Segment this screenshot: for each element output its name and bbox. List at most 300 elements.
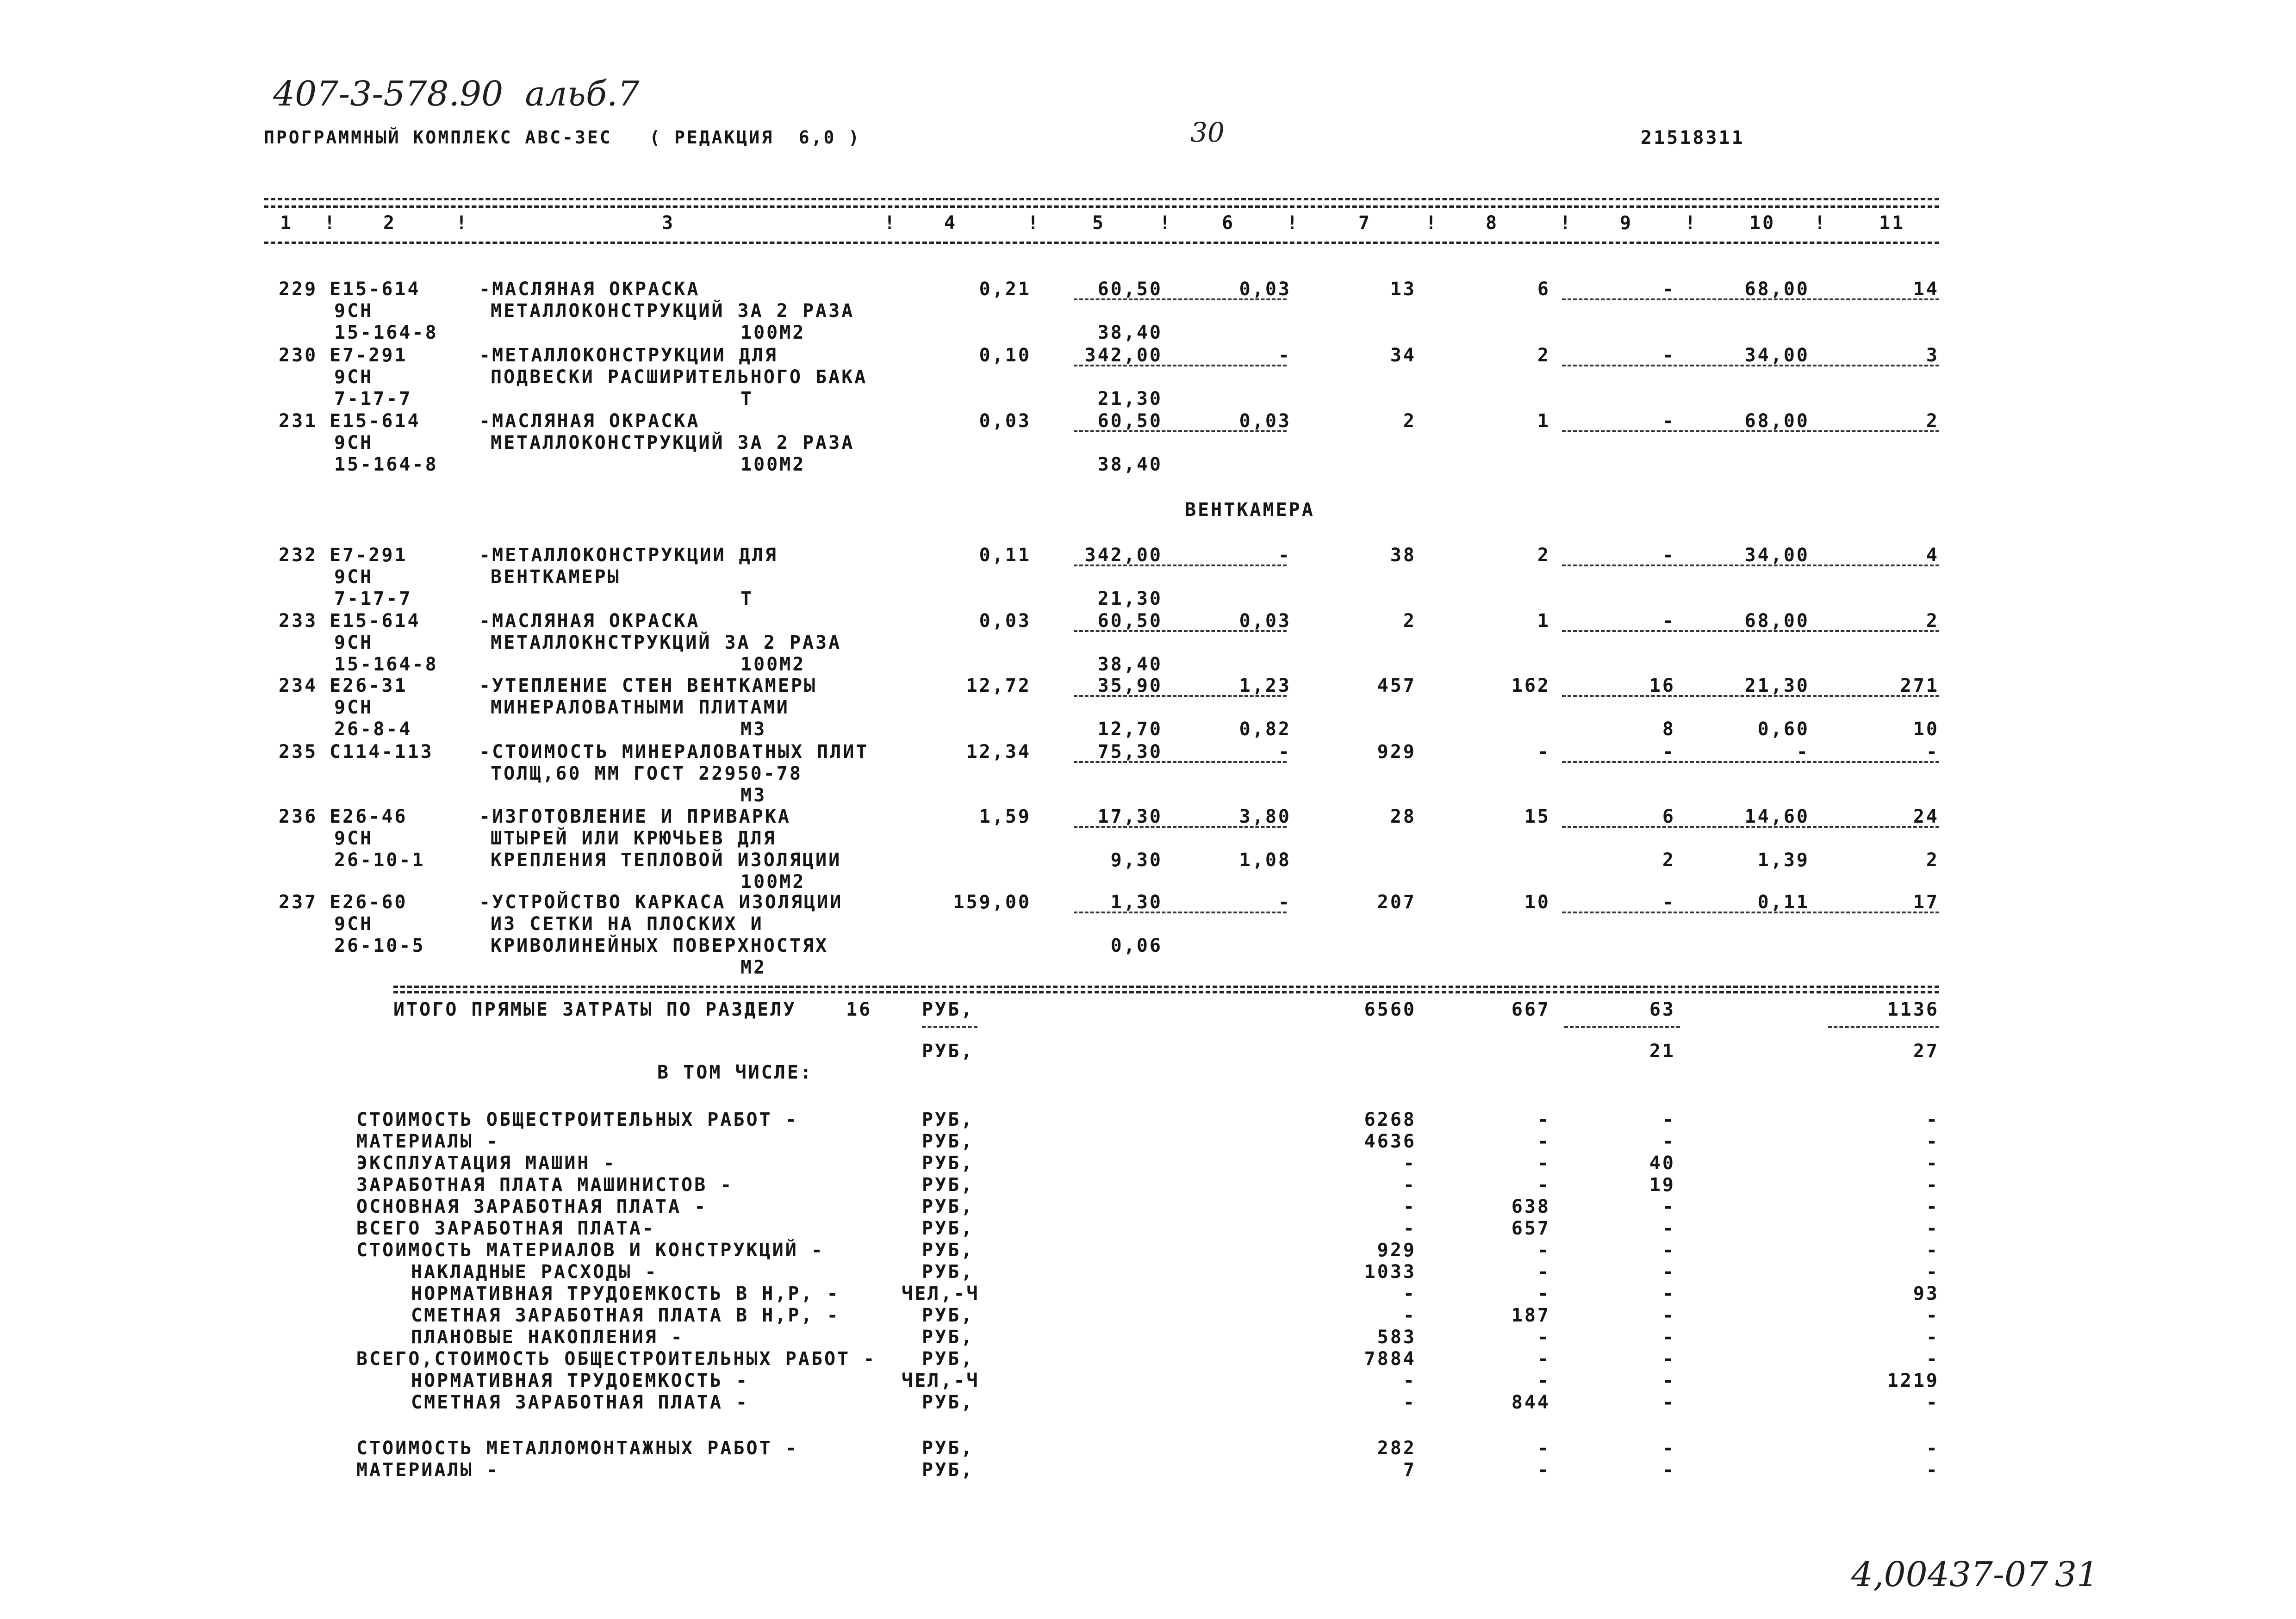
- column-separator: !: [456, 212, 469, 234]
- row-unit: 100М2: [740, 654, 806, 675]
- row-description: -МЕТАЛЛОКОНСТРУКЦИИ ДЛЯ: [479, 545, 778, 566]
- row-c5: 342,00: [1084, 345, 1163, 366]
- summary-c11: -: [1926, 1261, 1939, 1283]
- cell-rule: [1074, 826, 1287, 828]
- summary-c9: -: [1662, 1218, 1675, 1239]
- summary-unit: ЧЕЛ,-Ч: [902, 1370, 980, 1391]
- summary-unit: РУБ,: [922, 1327, 974, 1348]
- row-c10: 21,30: [1744, 675, 1810, 696]
- row-code: 9СН: [334, 566, 373, 588]
- cell-rule: [1562, 365, 1939, 366]
- total-rule-2: [393, 991, 1939, 993]
- row-c6-sub: 1,08: [1239, 850, 1291, 871]
- total-rule: [393, 986, 1939, 988]
- row-c7: 38: [1390, 545, 1416, 566]
- row-c5-sub: 38,40: [1097, 654, 1163, 675]
- row-description: КРИВОЛИНЕЙНЫХ ПОВЕРХНОСТЯХ: [491, 935, 829, 956]
- summary-c7: -: [1403, 1392, 1416, 1413]
- row-code: 15-164-8: [334, 654, 438, 675]
- summary-c9: -: [1662, 1305, 1675, 1326]
- total-label: ИТОГО ПРЯМЫЕ ЗАТРАТЫ ПО РАЗДЕЛУ: [393, 999, 796, 1020]
- total-c11b: 27: [1913, 1041, 1939, 1062]
- row-description: -МАСЛЯНАЯ ОКРАСКА: [479, 410, 700, 432]
- summary-c7: 7884: [1364, 1348, 1416, 1370]
- total-unit: РУБ,: [922, 999, 974, 1020]
- summary-c11: 93: [1913, 1283, 1939, 1304]
- summary-unit: РУБ,: [922, 1240, 974, 1261]
- summary-c11: -: [1926, 1438, 1939, 1459]
- row-c6: -: [1278, 741, 1291, 763]
- summary-unit: РУБ,: [922, 1261, 974, 1283]
- summary-c11: -: [1926, 1131, 1939, 1152]
- handwritten-album-code: 407-3-578.90 альб.7: [273, 74, 640, 114]
- row-number: 230: [279, 345, 318, 366]
- summary-label: СМЕТНАЯ ЗАРАБОТНАЯ ПЛАТА -: [411, 1392, 749, 1413]
- row-c10-sub: 1,39: [1757, 850, 1810, 871]
- summary-c8: 638: [1511, 1196, 1550, 1217]
- row-c10: 68,00: [1744, 610, 1810, 632]
- summary-c9: -: [1662, 1109, 1675, 1130]
- total-c9b: 21: [1649, 1041, 1675, 1062]
- summary-label: СМЕТНАЯ ЗАРАБОТНАЯ ПЛАТА В Н,Р, -: [411, 1305, 840, 1326]
- row-c10: -: [1796, 741, 1810, 763]
- summary-c7: 4636: [1364, 1131, 1416, 1152]
- row-c4: 159,00: [953, 892, 1031, 913]
- summary-c9: -: [1662, 1370, 1675, 1391]
- summary-c7: -: [1403, 1305, 1416, 1326]
- cell-rule: [1562, 912, 1939, 913]
- row-code: 9СН: [334, 432, 373, 453]
- row-c6: -: [1278, 345, 1291, 366]
- doc-code: 21518311: [1641, 127, 1745, 149]
- row-number: 234: [279, 675, 318, 696]
- cell-rule: [1074, 630, 1287, 632]
- summary-c8: -: [1537, 1153, 1550, 1174]
- row-c8: 15: [1524, 806, 1550, 827]
- summary-unit: РУБ,: [922, 1438, 974, 1459]
- summary-label: ЭКСПЛУАТАЦИЯ МАШИН -: [356, 1153, 616, 1174]
- row-code: 7-17-7: [334, 588, 412, 609]
- summary-c8: -: [1537, 1438, 1550, 1459]
- row-c7: 207: [1377, 892, 1416, 913]
- row-description: КРЕПЛЕНИЯ ТЕПЛОВОЙ ИЗОЛЯЦИИ: [491, 850, 842, 871]
- row-c9: -: [1662, 741, 1675, 763]
- summary-c8: -: [1537, 1109, 1550, 1130]
- row-c9: 6: [1662, 806, 1675, 827]
- row-c7: 2: [1403, 610, 1416, 632]
- row-c4: 0,03: [979, 610, 1031, 632]
- summary-label: НАКЛАДНЫЕ РАСХОДЫ -: [411, 1261, 658, 1283]
- row-c11: 17: [1913, 892, 1939, 913]
- total-c7: 6560: [1364, 999, 1416, 1020]
- column-separator: !: [884, 212, 897, 234]
- summary-c7: -: [1403, 1196, 1416, 1217]
- row-c5-sub: 9,30: [1110, 850, 1163, 871]
- row-c7: 2: [1403, 410, 1416, 432]
- row-c7: 457: [1377, 675, 1416, 696]
- row-c9: -: [1662, 892, 1675, 913]
- summary-c11: -: [1926, 1218, 1939, 1239]
- row-c5-sub: 38,40: [1097, 454, 1163, 475]
- summary-c11: -: [1926, 1305, 1939, 1326]
- summary-label: СТОИМОСТЬ МАТЕРИАЛОВ И КОНСТРУКЦИЙ -: [356, 1240, 824, 1261]
- row-c11: 2: [1926, 410, 1939, 432]
- row-code: 9СН: [334, 366, 373, 388]
- row-number: 235: [279, 741, 318, 763]
- row-c4: 1,59: [979, 806, 1031, 827]
- column-separator: !: [1027, 212, 1041, 234]
- row-c6-sub: 0,82: [1239, 719, 1291, 740]
- row-number: 229: [279, 279, 318, 300]
- summary-c7: 282: [1377, 1438, 1416, 1459]
- row-c4: 12,72: [966, 675, 1031, 696]
- section-title-ventkamera: ВЕНТКАМЕРА: [1185, 499, 1315, 521]
- summary-unit: РУБ,: [922, 1131, 974, 1152]
- row-c7: 13: [1390, 279, 1416, 300]
- summary-c9: -: [1662, 1327, 1675, 1348]
- row-description: -МАСЛЯНАЯ ОКРАСКА: [479, 610, 700, 632]
- row-number: 232: [279, 545, 318, 566]
- cell-rule: [1562, 630, 1939, 632]
- row-c10: 0,11: [1757, 892, 1810, 913]
- row-code: 26-10-5: [334, 935, 425, 956]
- column-header-3: 3: [662, 212, 675, 234]
- row-code: 15-164-8: [334, 322, 438, 343]
- column-separator: !: [1814, 212, 1828, 234]
- summary-c11: -: [1926, 1174, 1939, 1196]
- row-code: Е15-614: [330, 610, 421, 632]
- row-code: 9СН: [334, 913, 373, 935]
- handwritten-archive-code: 4,00437-07: [1851, 1555, 2048, 1594]
- row-unit: М3: [740, 785, 767, 806]
- column-separator: !: [1159, 212, 1173, 234]
- row-c10-sub: 0,60: [1757, 719, 1810, 740]
- row-code: 9СН: [334, 632, 373, 653]
- page-number: 30: [1190, 117, 1225, 148]
- row-c5-sub: 21,30: [1097, 588, 1163, 609]
- summary-c8: 187: [1511, 1305, 1550, 1326]
- summary-label: НОРМАТИВНАЯ ТРУДОЕМКОСТЬ -: [411, 1370, 749, 1391]
- cell-rule: [1074, 564, 1287, 566]
- row-c5-sub: 21,30: [1097, 388, 1163, 409]
- row-c9: -: [1662, 345, 1675, 366]
- row-c6: 1,23: [1239, 675, 1291, 696]
- summary-c7: -: [1403, 1218, 1416, 1239]
- cell-rule: [1562, 826, 1939, 828]
- row-description: МЕТАЛЛОКОНСТРУКЦИЙ ЗА 2 РАЗА: [491, 432, 855, 453]
- summary-c8: -: [1537, 1370, 1550, 1391]
- summary-c8: -: [1537, 1348, 1550, 1370]
- row-unit: 100М2: [740, 871, 806, 893]
- row-description: -СТОИМОСТЬ МИНЕРАЛОВАТНЫХ ПЛИТ: [479, 741, 869, 763]
- row-c6: 0,03: [1239, 410, 1291, 432]
- cell-rule: [1074, 912, 1287, 913]
- summary-c9: -: [1662, 1392, 1675, 1413]
- row-c8: 2: [1537, 345, 1550, 366]
- summary-unit: РУБ,: [922, 1153, 974, 1174]
- row-c11: 24: [1913, 806, 1939, 827]
- header-rule-bottom: [264, 242, 1939, 244]
- row-description: МИНЕРАЛОВАТНЫМИ ПЛИТАМИ: [491, 697, 790, 718]
- total-c9-underline: [1564, 1026, 1680, 1028]
- row-c5-sub: 38,40: [1097, 322, 1163, 343]
- summary-label: ЗАРАБОТНАЯ ПЛАТА МАШИНИСТОВ -: [356, 1174, 734, 1196]
- column-header-6: 6: [1222, 212, 1235, 234]
- summary-c7: 929: [1377, 1240, 1416, 1261]
- row-number: 231: [279, 410, 318, 432]
- row-unit: 100М2: [740, 454, 806, 475]
- row-c4: 0,21: [979, 279, 1031, 300]
- summary-unit: РУБ,: [922, 1174, 974, 1196]
- row-description: ШТЫРЕЙ ИЛИ КРЮЧЬЕВ ДЛЯ: [491, 828, 777, 849]
- column-separator: !: [1287, 212, 1300, 234]
- row-unit: 100М2: [740, 322, 806, 343]
- cell-rule: [1074, 298, 1287, 300]
- cell-rule: [1074, 761, 1287, 763]
- cell-rule: [1562, 695, 1939, 697]
- row-unit: М2: [740, 957, 767, 978]
- column-header-7: 7: [1358, 212, 1372, 234]
- row-c10: 14,60: [1744, 806, 1810, 827]
- summary-c8: -: [1537, 1174, 1550, 1196]
- summary-c8: -: [1537, 1283, 1550, 1304]
- row-c11: 14: [1913, 279, 1939, 300]
- total-c11: 1136: [1887, 999, 1939, 1020]
- total-unit-underline: [922, 1026, 977, 1028]
- column-header-10: 10: [1749, 212, 1776, 234]
- summary-c9: -: [1662, 1283, 1675, 1304]
- row-description: -ИЗГОТОВЛЕНИЕ И ПРИВАРКА: [479, 806, 791, 827]
- row-c5-sub: 0,06: [1110, 935, 1163, 956]
- row-c6: 3,80: [1239, 806, 1291, 827]
- summary-label: ПЛАНОВЫЕ НАКОПЛЕНИЯ -: [411, 1327, 684, 1348]
- summary-unit: РУБ,: [922, 1392, 974, 1413]
- summary-c8: -: [1537, 1327, 1550, 1348]
- summary-c11: -: [1926, 1196, 1939, 1217]
- row-c6: -: [1278, 545, 1291, 566]
- summary-label: МАТЕРИАЛЫ -: [356, 1459, 499, 1481]
- summary-c8: 844: [1511, 1392, 1550, 1413]
- row-code: Е15-614: [330, 410, 421, 432]
- summary-c7: -: [1403, 1370, 1416, 1391]
- total-c9: 63: [1649, 999, 1675, 1020]
- row-code: Е26-31: [330, 675, 408, 696]
- summary-c8: -: [1537, 1261, 1550, 1283]
- row-number: 233: [279, 610, 318, 632]
- summary-unit: РУБ,: [922, 1348, 974, 1370]
- row-description: -МЕТАЛЛОКОНСТРУКЦИИ ДЛЯ: [479, 345, 778, 366]
- summary-c11: -: [1926, 1153, 1939, 1174]
- summary-c9: -: [1662, 1196, 1675, 1217]
- row-c4: 12,34: [966, 741, 1031, 763]
- summary-unit: РУБ,: [922, 1109, 974, 1130]
- summary-c8: -: [1537, 1459, 1550, 1481]
- row-c6: 0,03: [1239, 610, 1291, 632]
- summary-c11: 1219: [1887, 1370, 1939, 1391]
- including-label: В ТОМ ЧИСЛЕ:: [657, 1062, 813, 1083]
- row-code: 26-10-1: [334, 850, 425, 871]
- row-code: Е26-60: [330, 892, 408, 913]
- row-c11: 271: [1900, 675, 1939, 696]
- row-c5: 60,50: [1097, 410, 1163, 432]
- column-header-2: 2: [383, 212, 397, 234]
- summary-c7: -: [1403, 1153, 1416, 1174]
- summary-c9: -: [1662, 1131, 1675, 1152]
- row-c10: 68,00: [1744, 410, 1810, 432]
- summary-label: ВСЕГО,СТОИМОСТЬ ОБЩЕСТРОИТЕЛЬНЫХ РАБОТ -: [356, 1348, 877, 1370]
- summary-c11: -: [1926, 1240, 1939, 1261]
- row-c8: 10: [1524, 892, 1550, 913]
- row-description: -УСТРОЙСТВО КАРКАСА ИЗОЛЯЦИИ: [479, 892, 843, 913]
- summary-c11: -: [1926, 1348, 1939, 1370]
- total-section: 16: [846, 999, 872, 1020]
- row-description: -УТЕПЛЕНИЕ СТЕН ВЕНТКАМЕРЫ: [479, 675, 817, 696]
- row-unit: Т: [740, 388, 754, 409]
- column-header-9: 9: [1620, 212, 1633, 234]
- program-title: ПРОГРАММНЫЙ КОМПЛЕКС АВС-3ЕС ( РЕДАКЦИЯ 6,0 ): [264, 127, 861, 148]
- row-c9: -: [1662, 410, 1675, 432]
- column-separator: !: [1560, 212, 1573, 234]
- row-c9-sub: 2: [1662, 850, 1675, 871]
- row-c10: 68,00: [1744, 279, 1810, 300]
- row-unit: М3: [740, 719, 767, 740]
- row-description: -МАСЛЯНАЯ ОКРАСКА: [479, 279, 700, 300]
- header-rule-mid: [264, 205, 1939, 208]
- row-c9-sub: 8: [1662, 719, 1675, 740]
- summary-c7: 583: [1377, 1327, 1416, 1348]
- summary-c9: 19: [1649, 1174, 1675, 1196]
- summary-c9: -: [1662, 1240, 1675, 1261]
- column-header-5: 5: [1092, 212, 1106, 234]
- cell-rule: [1074, 365, 1287, 366]
- summary-c7: 6268: [1364, 1109, 1416, 1130]
- row-c8: -: [1537, 741, 1550, 763]
- row-c6: 0,03: [1239, 279, 1291, 300]
- summary-label: ВСЕГО ЗАРАБОТНАЯ ПЛАТА-: [356, 1218, 655, 1239]
- row-code: 26-8-4: [334, 719, 412, 740]
- summary-label: СТОИМОСТЬ МЕТАЛЛОМОНТАЖНЫХ РАБОТ -: [356, 1438, 798, 1459]
- row-code: 7-17-7: [334, 388, 412, 409]
- row-c7: 34: [1390, 345, 1416, 366]
- summary-unit: РУБ,: [922, 1305, 974, 1326]
- row-c11-sub: 10: [1913, 719, 1939, 740]
- summary-unit: РУБ,: [922, 1218, 974, 1239]
- summary-c11: -: [1926, 1392, 1939, 1413]
- summary-c7: 1033: [1364, 1261, 1416, 1283]
- summary-c9: -: [1662, 1261, 1675, 1283]
- row-c6: -: [1278, 892, 1291, 913]
- summary-c11: -: [1926, 1459, 1939, 1481]
- summary-c7: -: [1403, 1283, 1416, 1304]
- cell-rule: [1562, 564, 1939, 566]
- column-separator: !: [1425, 212, 1439, 234]
- row-c4: 0,03: [979, 410, 1031, 432]
- row-c8: 162: [1511, 675, 1550, 696]
- summary-unit: РУБ,: [922, 1196, 974, 1217]
- row-number: 237: [279, 892, 318, 913]
- row-description: ПОДВЕСКИ РАСШИРИТЕЛЬНОГО БАКА: [491, 366, 868, 388]
- column-header-1: 1: [280, 212, 293, 234]
- row-description: ТОЛЩ,60 ММ ГОСТ 22950-78: [491, 763, 803, 784]
- total-c8: 667: [1511, 999, 1550, 1020]
- cell-rule: [1074, 695, 1287, 697]
- row-c10: 34,00: [1744, 545, 1810, 566]
- summary-label: НОРМАТИВНАЯ ТРУДОЕМКОСТЬ В Н,Р, -: [411, 1283, 840, 1304]
- row-c4: 0,11: [979, 545, 1031, 566]
- row-description: ИЗ СЕТКИ НА ПЛОСКИХ И: [491, 913, 764, 935]
- row-c11: 4: [1926, 545, 1939, 566]
- column-separator: !: [324, 212, 337, 234]
- row-c5-sub: 12,70: [1097, 719, 1163, 740]
- handwritten-page-number: 31: [2055, 1555, 2099, 1594]
- row-c5: 60,50: [1097, 610, 1163, 632]
- row-c5: 342,00: [1084, 545, 1163, 566]
- row-c11: 3: [1926, 345, 1939, 366]
- row-number: 236: [279, 806, 318, 827]
- summary-unit: ЧЕЛ,-Ч: [902, 1283, 980, 1304]
- row-description: МЕТАЛЛОКНСТРУКЦИЙ ЗА 2 РАЗА: [491, 632, 842, 653]
- total-c11-underline: [1828, 1026, 1939, 1028]
- total-unit-2: РУБ,: [922, 1041, 974, 1062]
- summary-c9: -: [1662, 1348, 1675, 1370]
- row-description: МЕТАЛЛОКОНСТРУКЦИЙ ЗА 2 РАЗА: [491, 300, 855, 322]
- row-c5: 60,50: [1097, 279, 1163, 300]
- row-c7: 28: [1390, 806, 1416, 827]
- row-c7: 929: [1377, 741, 1416, 763]
- summary-label: МАТЕРИАЛЫ -: [356, 1131, 499, 1152]
- cell-rule: [1074, 430, 1287, 432]
- row-unit: Т: [740, 588, 754, 609]
- row-code: Е26-46: [330, 806, 408, 827]
- row-c10: 34,00: [1744, 345, 1810, 366]
- cell-rule: [1562, 430, 1939, 432]
- summary-c8: 657: [1511, 1218, 1550, 1239]
- summary-c9: -: [1662, 1438, 1675, 1459]
- row-c11: -: [1926, 741, 1939, 763]
- summary-c11: -: [1926, 1327, 1939, 1348]
- row-c5: 1,30: [1110, 892, 1163, 913]
- row-c11: 2: [1926, 610, 1939, 632]
- cell-rule: [1562, 298, 1939, 300]
- row-c5: 17,30: [1097, 806, 1163, 827]
- row-c5: 35,90: [1097, 675, 1163, 696]
- column-header-11: 11: [1879, 212, 1905, 234]
- row-code: 9СН: [334, 697, 373, 718]
- summary-c11: -: [1926, 1109, 1939, 1130]
- row-c9: 16: [1649, 675, 1675, 696]
- row-code: 9СН: [334, 828, 373, 849]
- row-c5: 75,30: [1097, 741, 1163, 763]
- row-code: 15-164-8: [334, 454, 438, 475]
- summary-c7: 7: [1403, 1459, 1416, 1481]
- header-rule-top: [264, 198, 1939, 200]
- row-c8: 6: [1537, 279, 1550, 300]
- row-code: Е7-291: [330, 345, 408, 366]
- summary-c8: -: [1537, 1131, 1550, 1152]
- summary-c7: -: [1403, 1174, 1416, 1196]
- row-c8: 2: [1537, 545, 1550, 566]
- row-code: Е7-291: [330, 545, 408, 566]
- row-c9: -: [1662, 545, 1675, 566]
- row-c8: 1: [1537, 410, 1550, 432]
- summary-label: ОСНОВНАЯ ЗАРАБОТНАЯ ПЛАТА -: [356, 1196, 708, 1217]
- row-c9: -: [1662, 610, 1675, 632]
- cell-rule: [1562, 761, 1939, 763]
- column-header-4: 4: [944, 212, 958, 234]
- summary-c9: -: [1662, 1459, 1675, 1481]
- summary-c8: -: [1537, 1240, 1550, 1261]
- row-c4: 0,10: [979, 345, 1031, 366]
